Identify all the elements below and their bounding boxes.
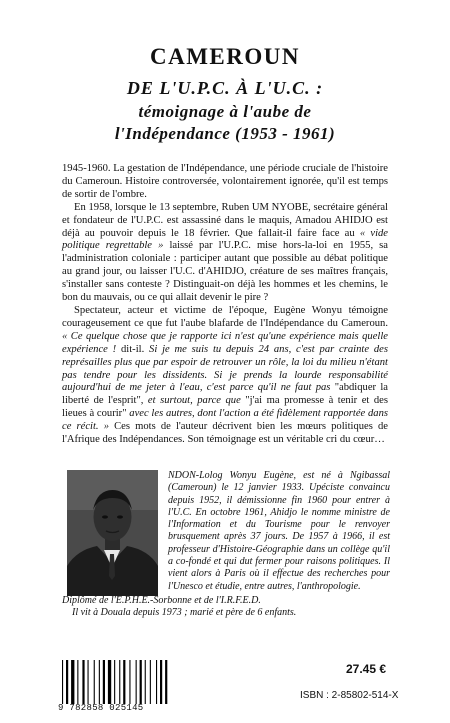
- paragraph-3-part-g: "j'ai ma promesse à tenir et des lieues à courir": [62, 395, 388, 420]
- paragraph-3-part-a: Spectateur, acteur et victime de l'époque, Eugène Wonyu témoigne courageusement ce que fut l'aube blafarde de l'Indépendance du Cameroun.: [62, 304, 388, 329]
- paragraph-3-quote-1: « Ce quelque chose que je rapporte ici n'est qu'une expérience mais quelle expérience !: [62, 330, 388, 355]
- author-bio: NDON-Lolog Wonyu Eugène, est né à Ngibassal (Cameroun) le 12 janvier 1933. Upéciste convaincu depuis 1952, il démissionne fin 1960 pour entrer à l'U.C. En octobre 1961, Ahidjo le nomme ministre de l'Information et du Tourisme pour le renvoyer brusquement après 37 jours. De 1957 à 1966, il est professeur d'Histoire-Géographie dans un collège qu'il a co-fondé et qui dut fermer pour raisons politiques. Il vient alors à Paris où il effectue des recherches pour l'Unesco et étudie, entre autres, l'anthropologie.: [168, 470, 390, 592]
- title-line-1: CAMEROUN: [150, 44, 300, 69]
- barcode-number: 9 782858 025145: [58, 703, 144, 713]
- paragraph-1: 1945-1960. La gestation de l'Indépendance, une période cruciale de l'histoire du Cameroun. Histoire controversée, volontairement ignorée, qu'il est temps de sortir de l'ombre.: [62, 163, 388, 200]
- author-photo: [67, 470, 158, 596]
- barcode-icon: [60, 660, 172, 704]
- paragraph-3-part-c: dit-il.: [121, 343, 150, 355]
- blurb-text: [62, 163, 388, 447]
- paragraph-3-part-i: Ces mots de l'auteur décrivent bien les mœurs politiques de l'Afrique des Indépendances. Son témoignage est un véritable cri du cœur…: [62, 421, 388, 446]
- author-diploma: Diplômé de l'E.P.H.E.-Sorbonne et de l'I.R.F.E.D.: [62, 595, 261, 606]
- paragraph-3-quote-2: Si je me suis tu depuis 24 ans, c'est par crainte des représailles plus que par espoir de retrouver un rôle, la loi du milieu n'étant pas tendre pour les dissidents. Si je prends la lourde responsabilité aujourd'hui de me jeter à l'eau, c'est parce qu'il ne faut pas: [62, 343, 388, 394]
- paragraph-3: [62, 305, 388, 447]
- price-label: 27.45 €: [346, 662, 387, 676]
- author-bio-footer: [62, 595, 390, 620]
- paragraph-3-part-h: avec les autres, dont l'action a été fidèlement rapportée dans ce récit. »: [62, 408, 388, 433]
- paragraph-2: [62, 202, 388, 305]
- author-portrait-icon: [67, 470, 158, 596]
- subtitle-line-2: l'Indépendance (1953 - 1961): [114, 124, 336, 143]
- barcode-bars: [60, 660, 172, 704]
- paragraph-3-part-e: "abdiquer la liberté de l'esprit": [62, 382, 388, 407]
- paragraph-3-part-f: , et surtout, parce que: [140, 395, 246, 407]
- title-line-2: DE L'U.P.C. À L'U.C. :: [126, 78, 324, 98]
- paragraph-2-quote: « vide politique regrettable »: [62, 227, 389, 252]
- subtitle-line-1: témoignage à l'aube de: [138, 102, 312, 121]
- paragraph-2-part-a: En 1958, lorsque le 13 septembre, Ruben UM NYOBE, secrétaire général et fondateur de l'U.P.C. est assassiné dans le maquis, Amadou AHIDJO est déjà au pouvoir depuis le 18 février. Que fallait-il faire face au: [62, 201, 388, 239]
- paragraph-2-part-c: laissé par l'U.P.C. mise hors-la-loi en 1955, sa l'administration coloniale : participer autant que possible au débat politique au grand jour, ou laisser l'U.C. d'AHIDJO, créature de ses maîtres français, s'installer sans conteste ? Distinguait-on déjà les hommes et les chemins, le bon du mauvais, ou ce qui allait devenir le pire ?: [62, 240, 389, 304]
- isbn-label: ISBN : 2-85802-514-X: [300, 690, 399, 701]
- author-residence: Il vit à Douala depuis 1973 ; marié et père de 6 enfants.: [72, 607, 297, 619]
